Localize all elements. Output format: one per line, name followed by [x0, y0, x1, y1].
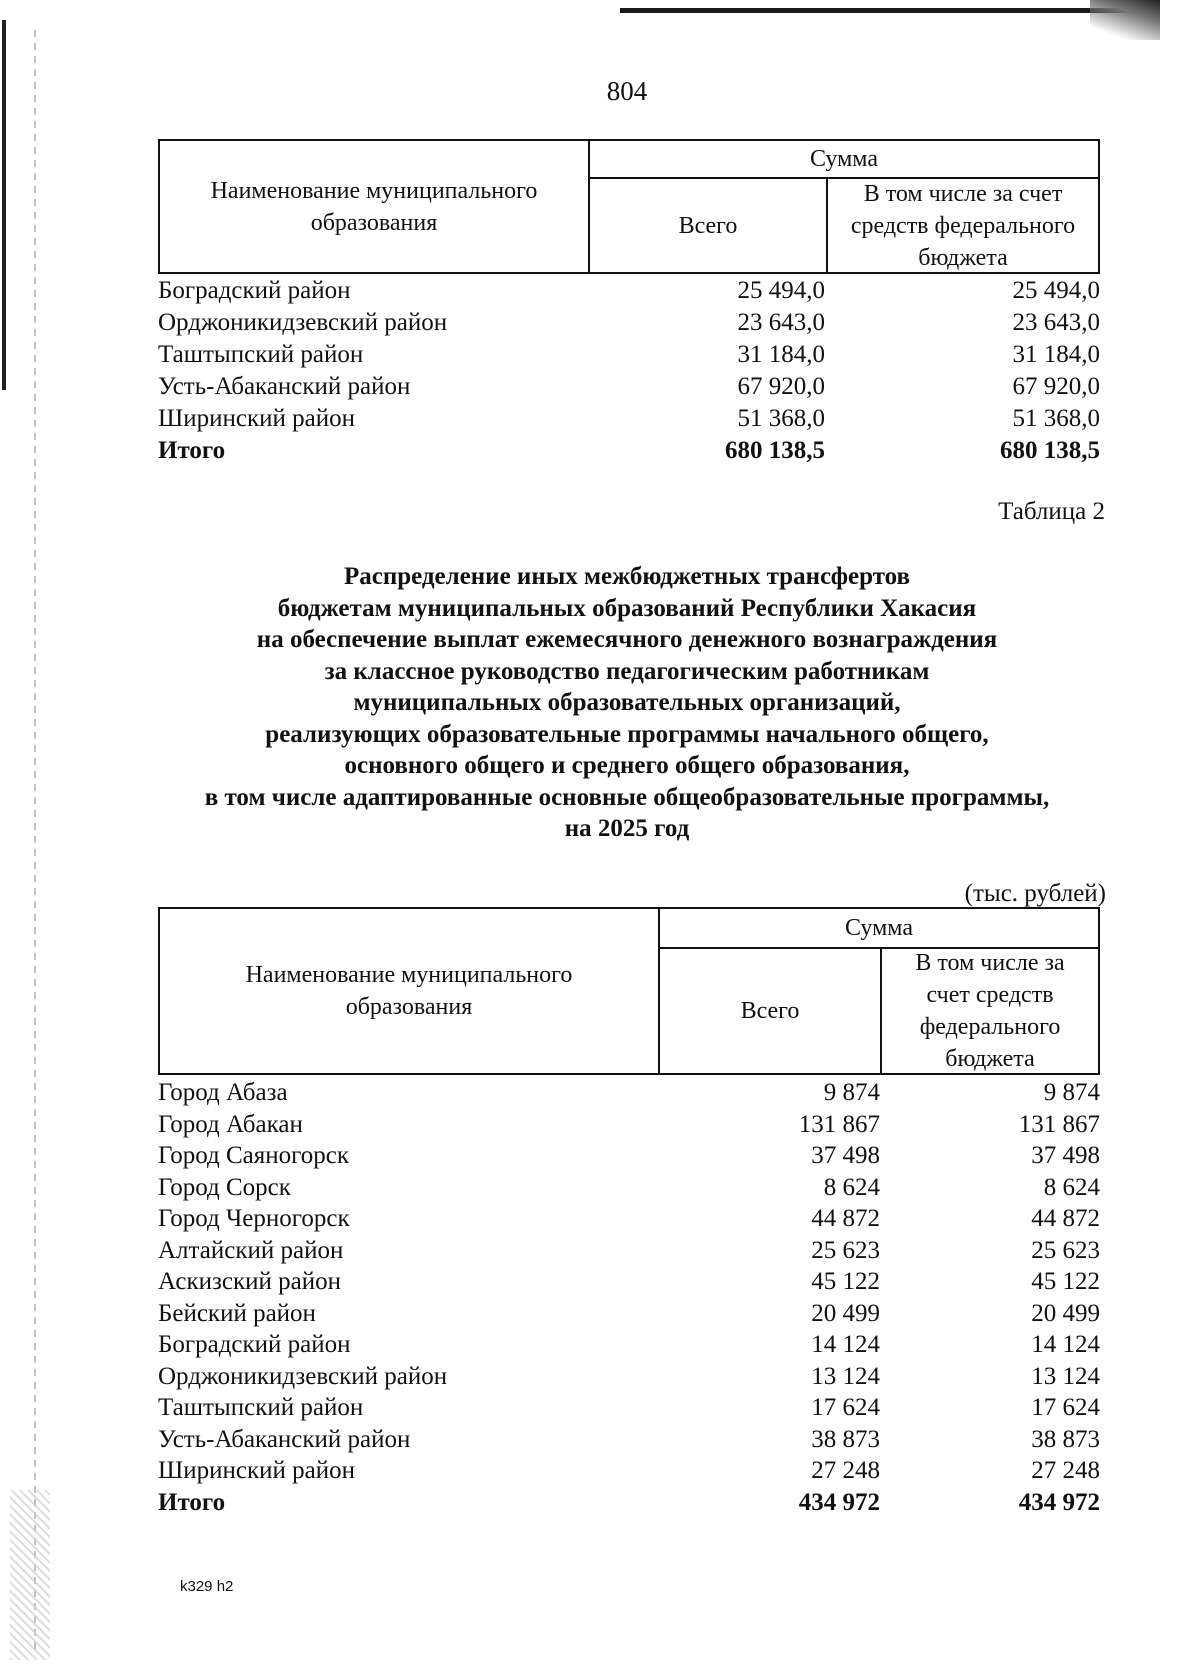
title-line: основного общего и среднего общего образования,: [344, 752, 910, 779]
units-note: (тыс. рублей): [964, 880, 1106, 907]
table1-header-federal: В том числе за счет средств федерального бюджета: [850, 180, 1076, 271]
table2-body: [158, 1077, 1100, 1527]
table-row: Город Саяногорск 37 498 37 498: [158, 1142, 1100, 1169]
table1-header-name: Наименование муниципального образования: [210, 177, 538, 236]
table1-header: [158, 139, 1100, 274]
table-row: Ширинский район 27 248 27 248: [158, 1457, 1100, 1484]
table-row: Ширинский район 51 368,0 51 368,0: [158, 405, 1100, 432]
scan-artifact-top: [620, 8, 1160, 13]
table-row: Боградский район 25 494,0 25 494,0: [158, 277, 1100, 304]
table1-header-total: Всего: [678, 212, 738, 239]
page-number: 804: [606, 76, 648, 106]
table2-header-total: Всего: [740, 998, 800, 1024]
scan-artifact-corner: [1090, 0, 1160, 40]
table-total-row: Итого 434 972 434 972: [158, 1488, 1100, 1516]
table-row: Усть-Абаканский район 38 873 38 873: [158, 1425, 1100, 1453]
table2-header-sum: Сумма: [845, 915, 913, 941]
title-line: на обеспечение выплат ежемесячного денежного вознаграждения: [256, 626, 998, 653]
title-line: в том числе адаптированные основные общеобразовательные программы,: [204, 783, 1050, 811]
title-line: на 2025 год: [564, 815, 690, 842]
table1-body: [158, 275, 1100, 467]
footer-code: k329 h2: [180, 1578, 234, 1595]
table-row: Таштыпский район 31 184,0 31 184,0: [158, 341, 1100, 368]
table2-header-federal: В том числе за счет средств федерального бюджета: [915, 950, 1065, 1072]
table-row: Город Черногорск 44 872 44 872: [158, 1205, 1100, 1232]
title-line: реализующих образовательные программы начального общего,: [265, 720, 989, 748]
title-line: муниципальных образовательных организаций,: [353, 689, 901, 716]
table-row: Орджоникидзевский район 23 643,0 23 643,0: [158, 309, 1100, 336]
table-row: Орджоникидзевский район 13 124 13 124: [158, 1362, 1100, 1390]
title-line: за классное руководство педагогическим работникам: [324, 657, 930, 685]
table-row: Бейский район 20 499 20 499: [158, 1299, 1100, 1327]
table2-header-name: Наименование муниципального образования: [245, 962, 573, 1020]
table-total-row: Итого 680 138,5 680 138,5: [158, 437, 1100, 464]
table-row: Таштыпский район 17 624 17 624: [158, 1394, 1100, 1421]
title-line: Распределение иных межбюджетных трансфертов: [343, 563, 911, 590]
table-row: Алтайский район 25 623 25 623: [158, 1236, 1100, 1264]
table-row: Город Абаза 9 874 9 874: [158, 1079, 1100, 1106]
table-row: Город Сорск 8 624 8 624: [158, 1173, 1100, 1201]
table2-title: [0, 561, 1200, 845]
table1-header-sum: Сумма: [810, 146, 878, 172]
scan-artifact-left-noise: [10, 1490, 50, 1660]
table-row: Аскизский район 45 122 45 122: [158, 1268, 1100, 1295]
table-row: Боградский район 14 124 14 124: [158, 1331, 1100, 1358]
table2-label: Таблица 2: [998, 498, 1105, 525]
table-row: Город Абакан 131 867 131 867: [158, 1110, 1100, 1138]
table-row: Усть-Абаканский район 67 920,0 67 920,0: [158, 373, 1100, 400]
table2-header: [158, 907, 1100, 1075]
title-line: бюджетам муниципальных образований Республики Хакасия: [277, 594, 977, 622]
